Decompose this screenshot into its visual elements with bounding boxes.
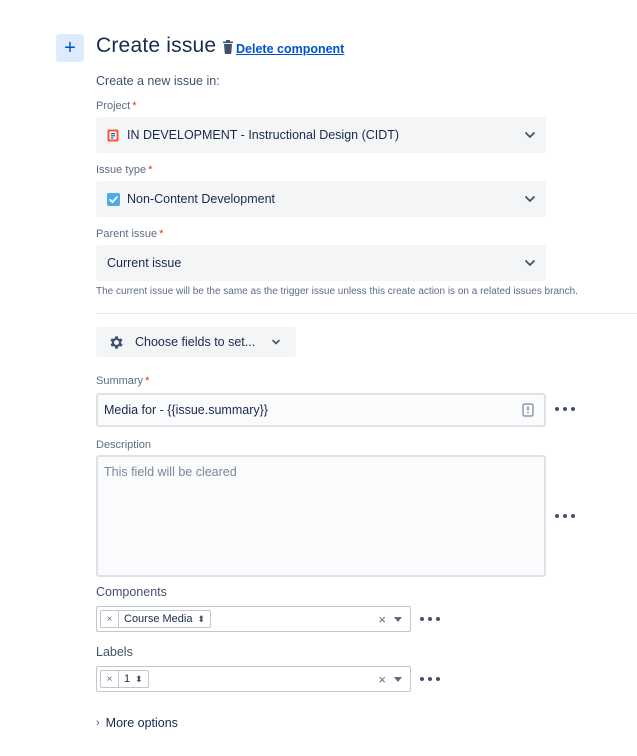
chevron-down-icon [523,256,537,270]
labels-label: Labels [96,645,133,659]
dropdown-arrow-icon[interactable] [394,617,402,622]
more-actions-icon[interactable] [555,407,575,413]
chevron-down-icon [523,128,537,142]
add-icon: + [56,34,84,62]
clear-icon[interactable]: × [378,672,386,687]
chevron-down-icon [270,336,282,348]
page-title: Create issue [96,34,217,57]
more-options-label: More options [105,716,178,730]
sort-icon[interactable]: ⬍ [135,673,143,684]
project-select[interactable] [96,117,546,153]
components-label: Components [96,585,167,599]
parent-issue-helper: The current issue will be the same as the trigger issue unless this create action is on a related issues branch. [96,286,578,297]
dropdown-arrow-icon[interactable] [394,677,402,682]
trash-icon[interactable] [222,40,234,54]
labels-select[interactable] [96,666,411,692]
more-actions-icon[interactable] [420,617,440,623]
chevron-right-icon: › [96,717,100,729]
delete-component-link[interactable]: Delete component [236,42,345,56]
description-input[interactable] [96,455,546,577]
issue-type-select[interactable] [96,181,546,217]
remove-tag-icon[interactable]: × [101,671,119,687]
subtitle: Create a new issue in: [96,74,220,88]
divider [96,313,637,314]
remove-tag-icon[interactable]: × [101,611,119,627]
components-select[interactable] [96,606,411,632]
clear-icon[interactable]: × [378,612,386,627]
choose-fields-button[interactable] [96,327,296,357]
component-tag: × Course Media ⬍ [100,610,211,628]
more-actions-icon[interactable] [420,677,440,683]
gear-icon [108,334,125,351]
chevron-down-icon [523,192,537,206]
checkbox-icon [107,193,120,206]
project-icon [107,129,119,142]
more-options-toggle[interactable] [96,716,178,730]
project-label: Project * [96,100,137,112]
sort-icon[interactable]: ⬍ [197,613,206,624]
summary-value: Media for - {{issue.summary}} [104,403,268,417]
description-placeholder: This field will be cleared [104,465,237,479]
more-actions-icon[interactable] [555,514,575,520]
issue-type-value: Non-Content Development [127,192,275,206]
summary-label: Summary * [96,375,150,387]
choose-fields-label: Choose fields to set... [135,335,256,349]
label-tag: × 1 ⬍ [100,670,149,688]
project-value: IN DEVELOPMENT - Instructional Design (CIDT) [127,128,400,142]
summary-input[interactable] [96,393,546,427]
parent-issue-label: Parent issue * [96,228,164,240]
parent-issue-value: Current issue [107,256,182,270]
issue-type-label: Issue type * [96,164,153,176]
smart-value-icon[interactable] [522,403,534,417]
description-label: Description [96,439,152,451]
parent-issue-select[interactable] [96,245,546,281]
